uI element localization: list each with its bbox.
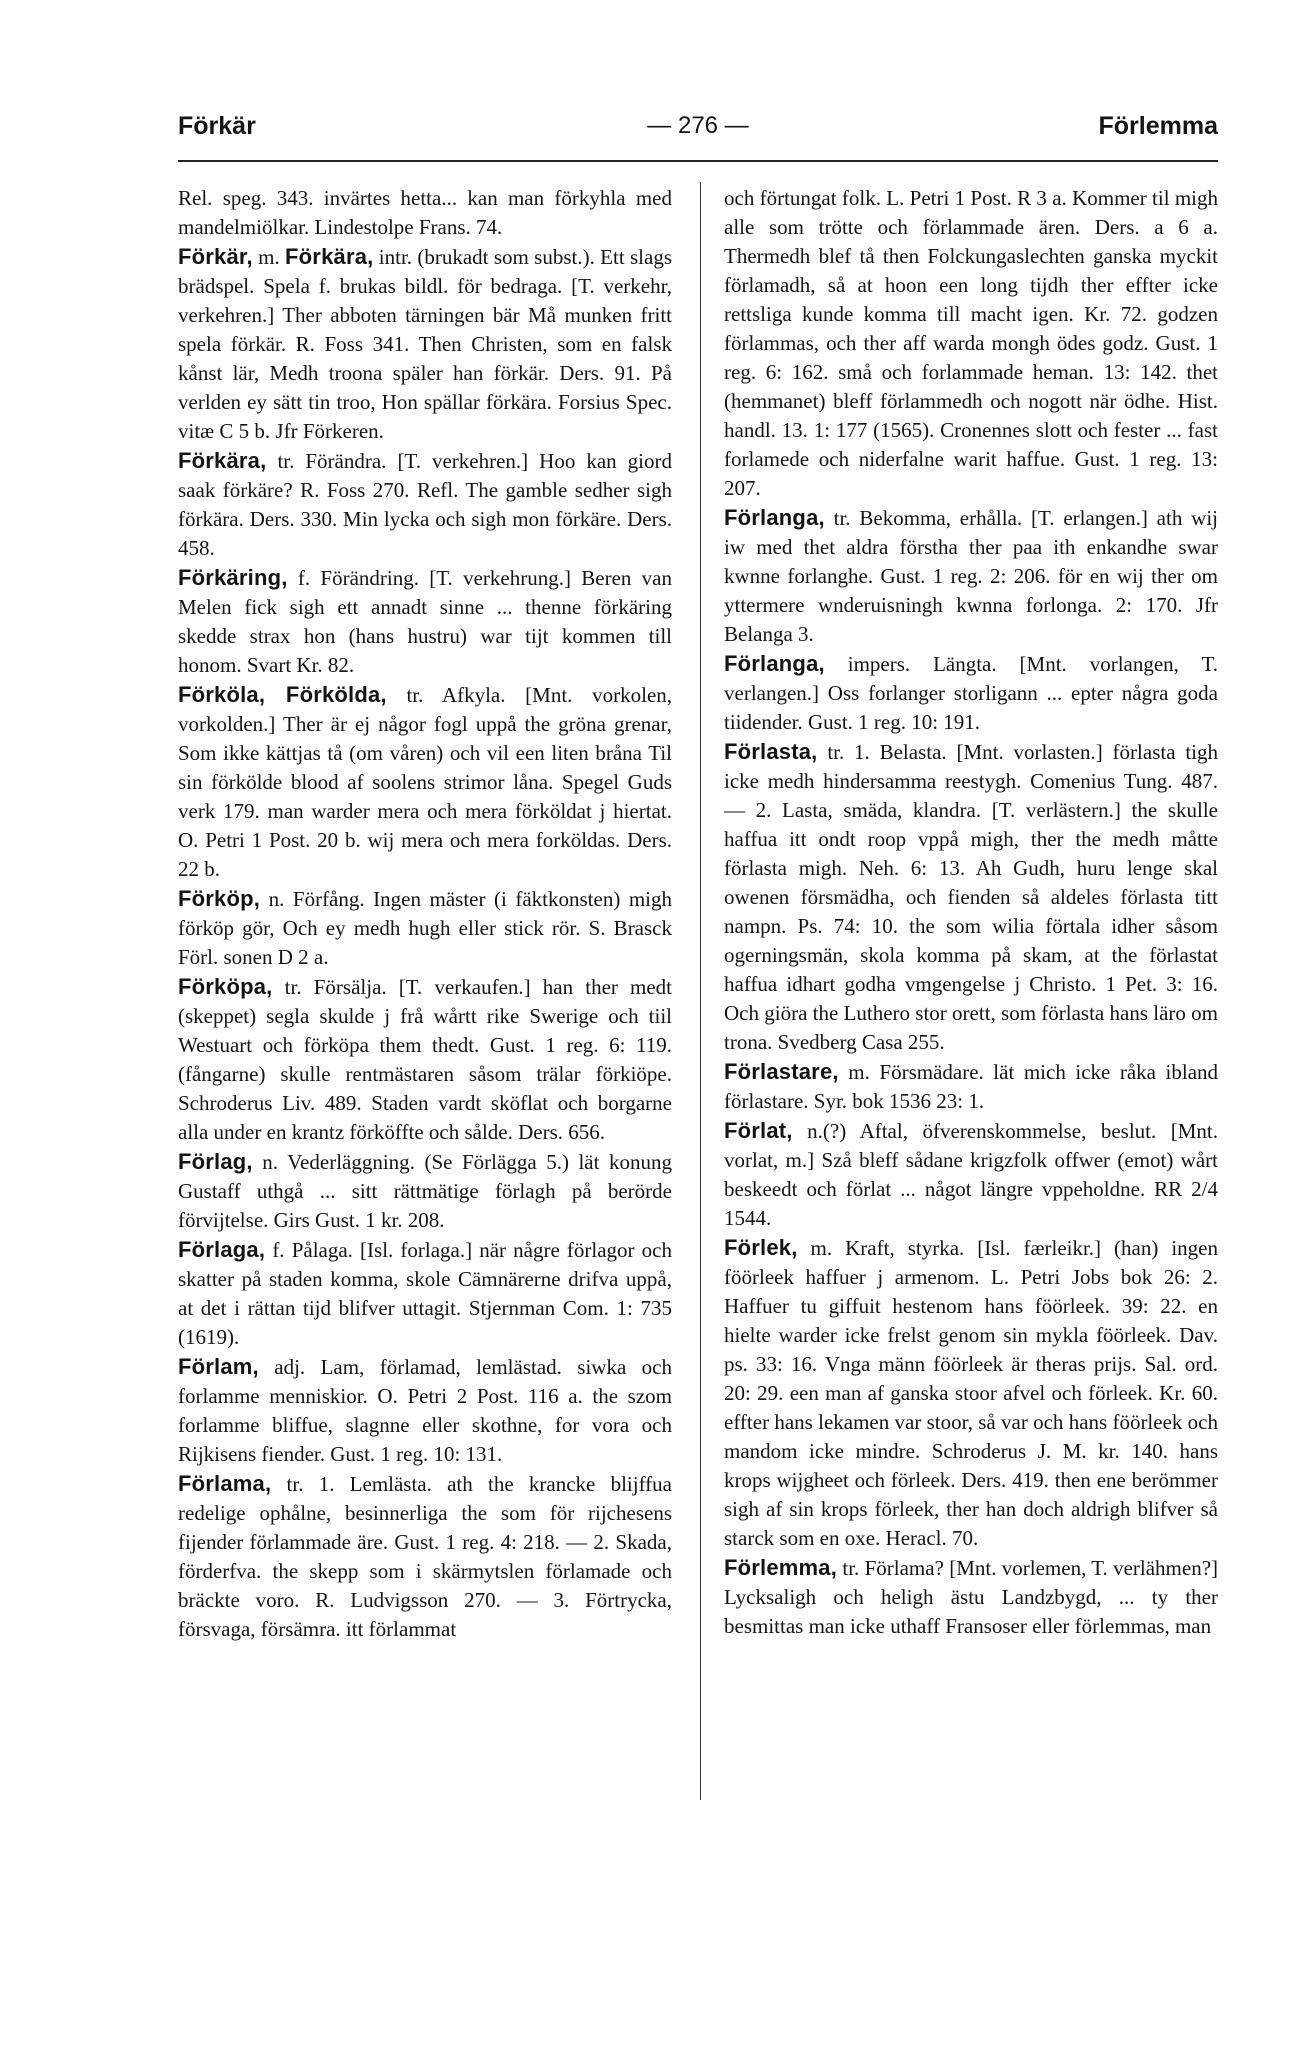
dictionary-entry [724,1553,1218,1641]
dictionary-entry [178,1352,672,1469]
entry-headword: Förlastare, [724,1059,839,1084]
entry-text: Lam, förlamad, lemlästad. siwka och forlamme menniskior. O. Petri 2 Post. 116 a. the szom forlamme bliffue, slagnne eller skothne, for vora och Rijkisens fiender. Gust. 1 reg. 10: 131. [178,1355,673,1466]
running-head-right: Förlemma [1098,112,1218,140]
entry-headword: Förlat, [724,1118,793,1143]
entry-grammar: n.(?) [807,1119,847,1143]
entry-grammar: tr. [284,975,302,999]
entry-headword: Förlanga, [724,651,825,676]
entry-headword: Förlek, [724,1235,798,1260]
dictionary-entry [178,1235,672,1352]
entry-text: Pålaga. [Isl. forlaga.] när någre förlagor och skatter på staden komma, skole Cämnärerne drifva uppå, at det i rättan tijd blifver uttagit. Stjernman Com. 1: 735 (1619). [178,1238,672,1349]
entry-text: Försälja. [T. verkaufen.] han ther medt (skeppet) segla skulde j frå wårtt rike Swerige och tiil Westuart och förköpa them thedt. Gust. 1 reg. 6: 119. (fångarne) skulle rentmästaren såsom trälar förkiöpe. Schroderus Liv. 489. Staden vardt sköflat och borgarne alla under en krantz förköffte och sålde. Ders. 656. [178,975,673,1144]
dictionary-entry [724,737,1218,1057]
running-head-left: Förkär [178,112,256,140]
entry-headword: Förlasta, [724,739,818,764]
entry-headword: Förköpa, [178,974,273,999]
page-header [178,112,1218,152]
entry-text: Förändra. [T. verkehren.] Hoo kan giord saak förkäre? R. Foss 270. Refl. The gamble sedher sigh förkära. Ders. 330. Min lycka och sigh mon förkäre. Ders. 458. [178,449,673,560]
entry-headword: Förlam, [178,1354,259,1379]
entry-grammar: tr. [406,683,424,707]
entry-headword: Förlanga, [724,505,825,530]
dictionary-entry [178,884,672,972]
entry-grammar: adj. [274,1355,306,1379]
header-rule [178,160,1218,162]
entry-grammar: tr. [833,506,851,530]
entry-text: och förtungat folk. L. Petri 1 Post. R 3 a. Kommer til migh alle som trötte och förlammade ären. Ders. a 6 a. Thermedh blef tå then Folckungaslechten ganska myckit förlamadh, så at hoon een long tijdh ther effter icke rettsliga kunde komma till macht igen. Kr. 72. godzen förlammas, och ther aff warda mongh ödes godz. Gust. 1 reg. 6: 162. små och forlammade heman. 13: 142. thet (hemmanet) bleff förlammedh och nogott när ödhe. Hist. handl. 13. 1: 177 (1565). Cronennes slott och fester ... fast forlamede och niderfalne warit haffue. Gust. 1 reg. 13: 207. [724,186,1218,500]
column-divider [700,182,701,1800]
left-column [178,184,672,1644]
dictionary-entry [724,1233,1218,1553]
entry-grammar: n. [262,1150,279,1174]
entry-grammar: f. [272,1238,285,1262]
entry-headword: Förköla, Förkölda, [178,682,387,707]
entry-text: Förlama? [Mnt. vorlemen, T. verlähmen?] Lycksaligh och heligh ästu Landzbygd, ... ty ther besmittas man icke uthaff Fransoser eller förlemmas, man [724,1556,1219,1638]
entry-text: Rel. speg. 343. invärtes hetta... kan man förkyhla med mandelmiölkar. Lindestolpe Frans. 74. [178,186,672,239]
dictionary-entry [724,184,1218,503]
entry-text: 1. Belasta. [Mnt. vorlasten.] förlasta tigh icke medh hindersamma reestygh. Comenius Tung. 487. — 2. Lasta, smäda, klandra. [T. verlästern.] the skulle haffua itt ondt roop vppå migh, ther the medh måtte förlasta migh. Neh. 6: 13. Ah Gudh, huru lenge skal owenen försmädha, och fienden så aldeles förlasta titt nampn. Ps. 74: 10. the som wilia förtala idher såsom ogerningsmän, skola komma på skam, at the förlastat haffua idhart godha vmgengelse j Christo. 1 Pet. 3: 16. Och giöra the Luthero stor orett, som förlasta hans läro om trona. Svedberg Casa 255. [724,740,1219,1054]
dictionary-entry [178,446,672,563]
entry-headword-variant: Förkära, [285,244,374,269]
entry-text: Aftal, öfverenskommelse, beslut. [Mnt. vorlat, m.] Szå bleff sådane krigzfolk offwer (emot) wårt beskeedt och förlat ... något längre vppeholdne. RR 2/4 1544. [724,1119,1219,1230]
entry-grammar: f. [297,566,311,590]
entry-headword: Förkär, [178,244,253,269]
entry-headword: Förkäring, [178,565,288,590]
entry-grammar: tr. [286,1472,304,1496]
entry-grammar: n. [268,887,285,911]
entry-grammar: tr. [827,740,845,764]
entry-text: Förfång. Ingen mäster (i fäktkonsten) migh förköp gör, Och ey medh hugh eller stick rör. S. Brasck Förl. sonen D 2 a. [178,887,673,969]
entry-text: intr. (brukadt som subst.). Ett slags brädspel. Spela f. brukas bildl. för bedraga. [T. verkehr, verkehren.] Ther abboten tärningen bär Må munken fritt spela förkär. R. Foss 341. Then Christen, som en falsk kånst lär, Medh troona späler han förkär. Ders. 91. På verlden ey sätt tin troo, Hon spällar förkära. Forsius Spec. vitæ C 5 b. Jfr Förkeren. [178,245,672,443]
dictionary-entry [178,563,672,680]
dictionary-entry [178,1469,672,1644]
dictionary-entry [178,184,672,242]
entry-headword: Förlaga, [178,1237,266,1262]
dictionary-entry [178,680,672,884]
entry-text: Vederläggning. (Se Förlägga 5.) lät konung Gustaff uthgå ... sitt rättmätige förlagh på berörde förvijtelse. Girs Gust. 1 kr. 208. [178,1150,673,1232]
entry-text: 1. Lemlästa. ath the krancke blijffua redelige ophålne, besinnerliga the som för rijchesens fijender förlammade äre. Gust. 1 reg. 4: 218. — 2. Skada, förderfva. the skepp som i skärmytslen förlamade och bräckte voro. R. Ludvigsson 270. — 3. Förtrycka, försvaga, försämra. itt förlammat [178,1472,673,1641]
entry-grammar: tr. [277,449,295,473]
entry-text: Kraft, styrka. [Isl. færleikr.] (han) ingen föörleek haffuer j armenom. L. Petri Jobs bok 26: 2. Haffuer tu giffuit hestenom hans föörleek. 39: 22. en hielte warder icke frelst genom sin mykla föörleek. Dav. ps. 33: 16. Vnga männ föörleek är theras prijs. Sal. ord. 20: 29. een man af ganska stoor afvel och förleek. Kr. 60. effter hans lekamen var stoor, så var och hans föörleek och mandom icke mindre. Schroderus J. M. kr. 140. hans krops wijgheet och förleek. Ders. 419. then ene berömmer sigh af sin krops förleek, ther han doch aldrigh blifver så starck som en oxe. Heracl. 70. [724,1236,1219,1550]
entry-text: Försmädare. lät mich icke råka ibland förlastare. Syr. bok 1536 23: 1. [724,1060,1219,1113]
entry-grammar: m. [258,245,280,269]
entry-headword: Förlemma, [724,1555,838,1580]
entry-headword: Förlag, [178,1149,253,1174]
dictionary-entry [178,972,672,1147]
dictionary-entry [724,649,1218,737]
dictionary-entry [724,1116,1218,1233]
page-number: — 276 — [647,112,749,139]
entry-headword: Förköp, [178,886,261,911]
dictionary-entry [724,1057,1218,1116]
dictionary-entry [178,1147,672,1235]
entry-grammar: m. [848,1060,870,1084]
right-column [724,184,1218,1641]
dictionary-entry [178,242,672,446]
entry-grammar: m. [810,1236,833,1260]
entry-text: Förändring. [T. verkehrung.] Beren van Melen fick sigh ett annadt sinne ... thenne förkäring skedde strax hon (hans hustru) war tijt kommen till honom. Svart Kr. 82. [178,566,673,677]
dictionary-entry [724,503,1218,649]
entry-text: Afkyla. [Mnt. vorkolen, vorkolden.] Ther är ej någor fogl uppå the gröna grenar, Som ikke kättjas tå (om våren) och vil een liten bråna Til sin förkölde blood af soolens strimor låna. Spegel Guds verk 179. man warder mera och mera förköldat j hiertat. O. Petri 1 Post. 20 b. wij mera och mera forköldas. Ders. 22 b. [178,683,673,881]
entry-grammar: tr. [842,1556,860,1580]
entry-headword: Förlama, [178,1471,272,1496]
entry-text: Längta. [Mnt. vorlangen, T. verlangen.] Oss forlanger storligann ... epter några goda tiidender. Gust. 1 reg. 10: 191. [724,652,1218,734]
entry-text: Bekomma, erhålla. [T. erlangen.] ath wij iw med thet aldra förstha ther paa ith enkandhe swar kwnne forlanghe. Gust. 1 reg. 2: 206. för en wij ther om yttermere wnderuisningh kwnna forlonga. 2: 170. Jfr Belanga 3. [724,506,1218,646]
entry-headword: Förkära, [178,448,267,473]
entry-grammar: impers. [847,652,911,676]
